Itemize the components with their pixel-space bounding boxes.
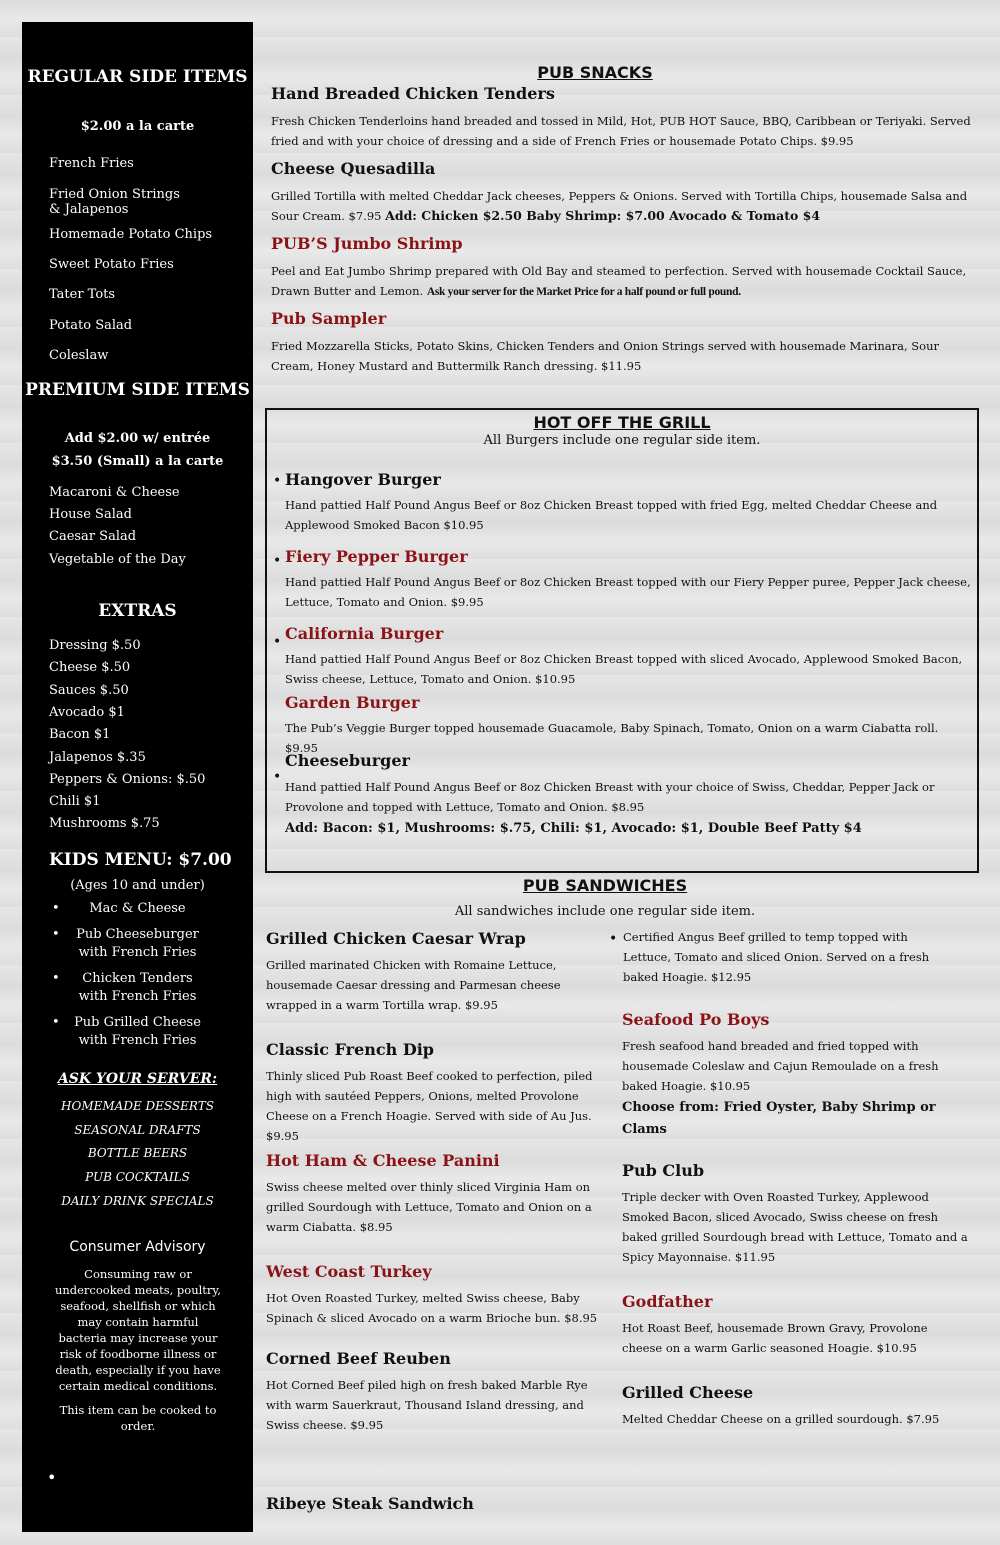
kids-menu-note: (Ages 10 and under) (70, 878, 205, 893)
burger-desc: Hand pattied Half Pound Angus Beef or 8oz Chicken Breast with your choice of Swiss, Cheddar, Pepper Jack or Provolone and topped with Lettuce, Tomato and Onion. $8.95 (285, 780, 935, 814)
po-boy-choices: Choose from: Fried Oyster, Baby Shrimp or Clams (622, 1100, 936, 1137)
snack-name: Pub Sampler (271, 309, 387, 328)
sandwich-desc: Thinly sliced Pub Roast Beef cooked to perfection, piled high with sautéed Peppers, Onions, melted Provolone Cheese on a French Hoagie. Served with side of Au Jus. $9.95 (266, 1069, 593, 1143)
regular-side-item: Coleslaw (49, 348, 109, 363)
burger-name: Garden Burger (285, 693, 420, 712)
ask-server-item: SEASONAL DRAFTS (74, 1123, 201, 1137)
sandwich-desc: Grilled marinated Chicken with Romaine Lettuce, housemade Caesar dressing and Parmesan cheese wrapped in a warm Tortilla wrap. $9.95 (266, 958, 561, 1012)
extras-item: Jalapenos $.35 (49, 750, 146, 765)
snack-desc: Fresh Chicken Tenderloins hand breaded and tossed in Mild, Hot, PUB HOT Sauce, BBQ, Caribbean or Teriyaki. Served fried and with your choice of dressing and a side of French Fries or housemade Potato Chips. $9.95 (271, 114, 971, 148)
consumer-advisory-text: Consuming raw or undercooked meats, poultry, seafood, shellfish or which may contain harmful bacteria may increase your risk of foodborne illness or death, especially if you have certain medical conditions. (54, 1267, 222, 1393)
regular-side-item: French Fries (49, 156, 134, 171)
kids-menu-item: • Mac & Cheese (22, 900, 253, 918)
extras-item: Peppers & Onions: $.50 (49, 772, 206, 787)
extras-item: Bacon $1 (49, 727, 111, 742)
burger-name: California Burger (285, 624, 444, 643)
sidebar (22, 22, 253, 1532)
ask-server-title: ASK YOUR SERVER: (57, 1071, 218, 1087)
regular-side-item: Fried Onion Strings & Jalapenos (49, 187, 180, 217)
bullet-icon: • (273, 553, 282, 569)
sandwich-name: Corned Beef Reuben (266, 1349, 451, 1368)
extras-title: EXTRAS (98, 601, 177, 621)
sandwich-name: Ribeye Steak Sandwich (266, 1494, 474, 1513)
snack-desc: Grilled Tortilla with melted Cheddar Jack cheeses, Peppers & Onions. Served with Tortilla Chips, housemade Salsa and Sour Cream. $7.95 Add: Chicken $2.50 Baby Shrimp: $7.00 Avocado & Tomato $4 (271, 189, 968, 223)
extras-item: Chili $1 (49, 794, 101, 809)
bullet-icon: • (273, 769, 282, 785)
burger-desc: Hand pattied Half Pound Angus Beef or 8oz Chicken Breast topped with our Fiery Pepper puree, Pepper Jack cheese, Lettuce, Tomato and Onion. $9.95 (285, 575, 971, 609)
bullet-icon: • (273, 634, 282, 650)
kids-menu-item: • Chicken Tenders with French Fries (22, 970, 253, 1006)
ask-server-item: HOMEMADE DESSERTS (61, 1099, 214, 1113)
premium-sides-price: Add $2.00 w/ entrée (64, 431, 211, 446)
regular-side-item: Sweet Potato Fries (49, 257, 174, 272)
premium-side-item: Vegetable of the Day (49, 552, 186, 567)
extras-item: Avocado $1 (49, 705, 125, 720)
snack-name: PUB’S Jumbo Shrimp (271, 234, 463, 253)
burger-name: Fiery Pepper Burger (285, 547, 468, 566)
ask-server-item: BOTTLE BEERS (87, 1146, 188, 1160)
burger-add-ons: Add: Bacon: $1, Mushrooms: $.75, Chili: $1, Avocado: $1, Double Beef Patty $4 (285, 821, 862, 836)
snack-name: Cheese Quesadilla (271, 159, 436, 178)
kids-menu-item: • Pub Grilled Cheese with French Fries (22, 1014, 253, 1050)
ask-server-item: PUB COCKTAILS (85, 1170, 190, 1184)
sandwich-name: Pub Club (622, 1161, 705, 1180)
sandwich-desc: Swiss cheese melted over thinly sliced Virginia Ham on grilled Sourdough with Lettuce, Tomato and Onion on a warm Ciabatta. $8.95 (266, 1180, 592, 1234)
bullet-icon: • (609, 931, 618, 947)
burger-desc: Hand pattied Half Pound Angus Beef or 8oz Chicken Breast topped with fried Egg, melted Cheddar Cheese and Applewood Smoked Bacon $10.95 (285, 498, 938, 532)
sandwich-desc: Hot Roast Beef, housemade Brown Gravy, Provolone cheese on a warm Garlic seasoned Hoagie. $10.95 (622, 1321, 928, 1355)
regular-side-item: Homemade Potato Chips (49, 227, 213, 242)
sandwich-name: Hot Ham & Cheese Panini (266, 1151, 500, 1170)
sandwich-desc: Certified Angus Beef grilled to temp topped with Lettuce, Tomato and sliced Onion. Served on a fresh baked Hoagie. $12.95 (623, 930, 930, 984)
burger-desc: Hand pattied Half Pound Angus Beef or 8oz Chicken Breast topped with sliced Avocado, Applewood Smoked Bacon, Swiss cheese, Lettuce, Tomato and Onion. $10.95 (285, 652, 963, 686)
kids-menu-title: KIDS MENU: $7.00 (49, 850, 232, 870)
pub-sandwiches-title: PUB SANDWICHES (522, 876, 688, 895)
sandwich-name: Grilled Cheese (622, 1383, 754, 1402)
premium-sides-price-alacarte: $3.50 (Small) a la carte (51, 454, 224, 469)
sandwich-desc: Melted Cheddar Cheese on a grilled sourdough. $7.95 (622, 1412, 940, 1426)
regular-side-item: Tater Tots (49, 287, 116, 302)
sandwich-name: Classic French Dip (266, 1040, 434, 1059)
bullet-icon: • (47, 1468, 57, 1487)
sandwich-name: West Coast Turkey (266, 1262, 432, 1281)
snack-desc: Fried Mozzarella Sticks, Potato Skins, Chicken Tenders and Onion Strings served with housemade Marinara, Sour Cream, Honey Mustard and Buttermilk Ranch dressing. $11.95 (271, 339, 939, 373)
regular-sides-price: $2.00 a la carte (80, 119, 195, 134)
sandwich-desc: Hot Corned Beef piled high on fresh baked Marble Rye with warm Sauerkraut, Thousand Island dressing, and Swiss cheese. $9.95 (266, 1378, 588, 1432)
extras-item: Mushrooms $.75 (49, 816, 160, 831)
bullet-icon: • (273, 473, 282, 489)
snack-desc: Peel and Eat Jumbo Shrimp prepared with Old Bay and steamed to perfection. Served with housemade Cocktail Sauce, Drawn Butter and Lemon. Ask your server for the Market Price for a half pound or full pound. (271, 264, 967, 298)
regular-side-item: Potato Salad (49, 318, 133, 333)
market-price-note: Ask your server for the Market Price for a half pound or full pound. (426, 286, 741, 298)
premium-side-item: Caesar Salad (49, 529, 137, 544)
sandwich-name: Godfather (622, 1292, 713, 1311)
extras-item: Dressing $.50 (49, 638, 141, 653)
sandwich-desc: Fresh seafood hand breaded and fried topped with housemade Coleslaw and Cajun Remoulade on a fresh baked Hoagie. $10.95 (622, 1039, 939, 1093)
consumer-advisory-note: This item can be cooked to order. (59, 1403, 217, 1433)
sandwich-desc: Hot Oven Roasted Turkey, melted Swiss cheese, Baby Spinach & sliced Avocado on a warm Brioche bun. $8.95 (266, 1291, 598, 1325)
sandwiches-note: All sandwiches include one regular side item. (454, 904, 756, 919)
extras-item: Sauces $.50 (49, 683, 129, 698)
consumer-advisory-title: Consumer Advisory (69, 1239, 206, 1255)
extras-item: Cheese $.50 (49, 660, 131, 675)
burger-desc: The Pub’s Veggie Burger topped housemade Guacamole, Baby Spinach, Tomato, Onion on a warm Ciabatta roll. $9.95 (285, 721, 939, 755)
regular-sides-title: REGULAR SIDE ITEMS (27, 67, 248, 87)
snack-add-ons: Add: Chicken $2.50 Baby Shrimp: $7.00 Avocado & Tomato $4 (385, 208, 821, 223)
pub-snacks-title: PUB SNACKS (537, 63, 653, 82)
burger-name: Cheeseburger (285, 751, 410, 770)
premium-side-item: House Salad (49, 507, 132, 522)
sandwich-name: Grilled Chicken Caesar Wrap (266, 929, 526, 948)
premium-sides-title: PREMIUM SIDE ITEMS (25, 380, 250, 400)
sandwich-desc: Triple decker with Oven Roasted Turkey, Applewood Smoked Bacon, sliced Avocado, Swiss cheese on fresh baked grilled Sourdough bread with Lettuce, Tomato and a Spicy Mayonnaise. $11.95 (622, 1190, 968, 1264)
grill-title: HOT OFF THE GRILL (533, 413, 711, 432)
kids-menu-item: • Pub Cheeseburger with French Fries (22, 926, 253, 962)
grill-note: All Burgers include one regular side item. (483, 433, 761, 448)
ask-server-item: DAILY DRINK SPECIALS (61, 1194, 214, 1208)
premium-side-item: Macaroni & Cheese (49, 485, 180, 500)
burger-name: Hangover Burger (285, 470, 441, 489)
snack-name: Hand Breaded Chicken Tenders (271, 84, 555, 103)
sandwich-name: Seafood Po Boys (622, 1010, 770, 1029)
